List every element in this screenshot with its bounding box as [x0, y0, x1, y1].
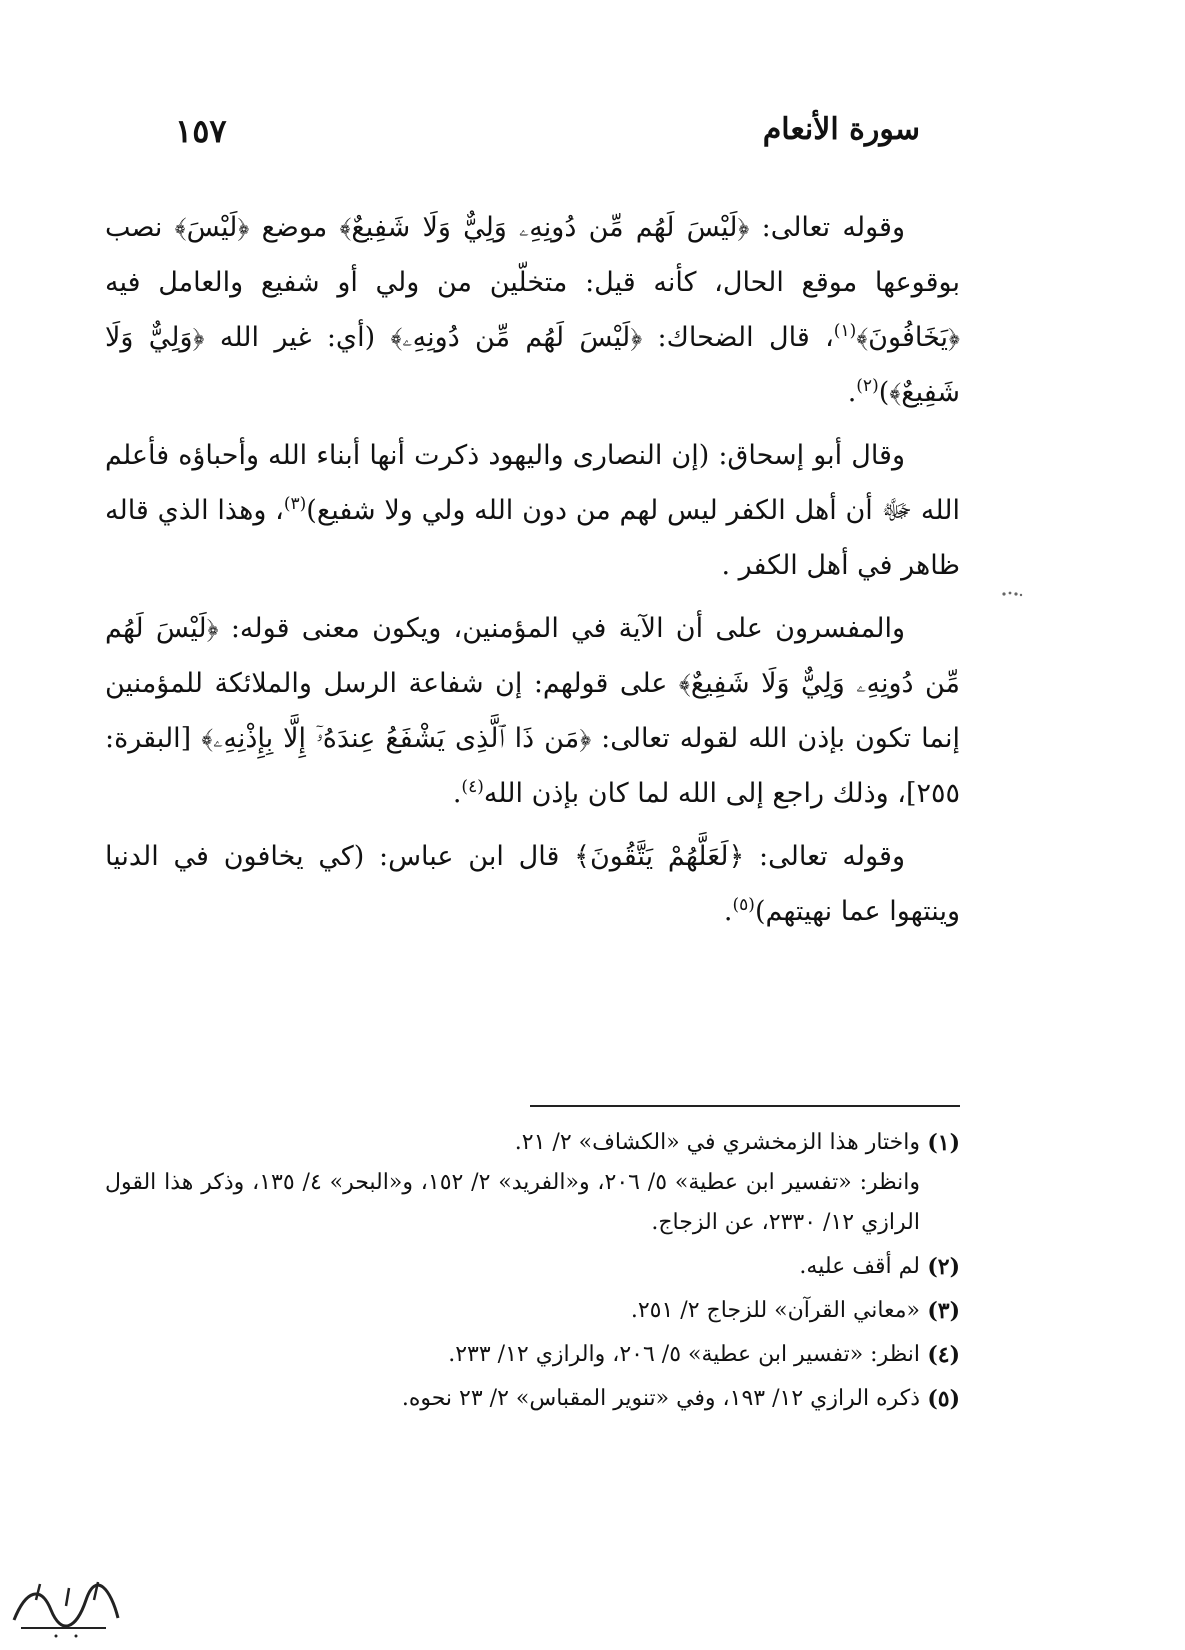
footnote-line: ذكره الرازي ١٢/ ١٩٣، وفي «تنوير المقباس» ٢/ ٢٣ نحوه.	[401, 1386, 920, 1411]
footnote-number: (٤)	[927, 1342, 960, 1368]
footnote-ref-5: (٥)	[732, 895, 755, 915]
footnote-5	[105, 1379, 960, 1419]
page-header	[175, 112, 920, 162]
paragraph-3-end: .	[452, 778, 462, 809]
footnote-4	[105, 1335, 960, 1375]
paragraph-3	[105, 601, 960, 821]
footnotes	[105, 1123, 960, 1423]
margin-ornament-icon	[1000, 589, 1024, 599]
paragraph-3-text: والمفسرون على أن الآية في المؤمنين، ويكون معنى قوله: ﴿لَيْسَ لَهُم مِّن دُونِهِۦ وَلِيٌّ وَلَا شَفِيعٌ﴾ على قولهم: إن شفاعة الرسل والملائكة للمؤمنين إنما تكون بإذن الله لقوله تعالى: ﴿مَن ذَا ٱلَّذِى يَشْفَعُ عِندَهُۥٓ إِلَّا بِإِذْنِهِۦ﴾ [البقرة: ٢٥٥]، وذلك راجع إلى الله لما كان بإذن الله	[105, 613, 960, 809]
footnote-3	[105, 1291, 960, 1331]
paragraph-1-text: وقوله تعالى: ﴿لَيْسَ لَهُم مِّن دُونِهِۦ وَلِيٌّ وَلَا شَفِيعٌ﴾ موضع ﴿لَيْسَ﴾ نصب بوقوعها موقع الحال، كأنه قيل: متخلّين من ولي أو شفيع والعامل فيه ﴿يَخَافُونَ﴾	[105, 212, 960, 353]
footnote-number: (٢)	[927, 1254, 960, 1280]
footnote-2	[105, 1247, 960, 1287]
paragraph-1-end: .	[847, 377, 857, 408]
paragraph-4-text: وقوله تعالى: ﴿لَعَلَّهُمْ يَتَّقُونَ﴾ قال ابن عباس: (كي يخافون في الدنيا وينتهوا عما نهيتهم)	[105, 841, 960, 927]
surah-title: سورة الأنعام	[762, 112, 920, 147]
footnote-line: واختار هذا الزمخشري في «الكشاف» ٢/ ٢١.	[514, 1130, 920, 1155]
paragraph-4	[105, 829, 960, 939]
page-number: ١٥٧	[175, 112, 227, 150]
footnote-divider	[530, 1105, 960, 1107]
footnote-line: وانظر: «تفسير ابن عطية» ٥/ ٢٠٦، و«الفريد» ٢/ ١٥٢، و«البحر» ٤/ ١٣٥، وذكر هذا القول الرازي ١٢/ ٢٣٣٠، عن الزجاج.	[105, 1170, 921, 1235]
paragraph-1-text-b: ، قال الضحاك: ﴿لَيْسَ لَهُم مِّن دُونِهِۦ﴾ (أي: غير الله ﴿وَلِيٌّ وَلَا شَفِيعٌ﴾)	[105, 322, 960, 408]
footnote-number: (٥)	[927, 1386, 960, 1412]
footnote-line: لم أقف عليه.	[799, 1254, 920, 1279]
margin-mark	[1000, 584, 1024, 603]
paragraph-2-text: وقال أبو إسحاق: (إن النصارى واليهود ذكرت أنها أبناء الله وأحباؤه فأعلم الله ﷻ أن أهل الكفر ليس لهم من دون الله ولي ولا شفيع)	[105, 440, 960, 526]
footnote-ref-1: (١)	[833, 321, 857, 341]
footnote-ref-3: (٣)	[283, 494, 307, 514]
paragraph-2	[105, 428, 960, 593]
footnote-number: (١)	[927, 1130, 960, 1156]
footnote-number: (٣)	[927, 1298, 960, 1324]
footnote-ref-4: (٤)	[461, 777, 484, 797]
footnote-line: «معاني القرآن» للزجاج ٢/ ٢٥١.	[630, 1298, 920, 1323]
footnote-ref-2: (٢)	[856, 376, 879, 396]
paragraph-1	[105, 200, 960, 420]
main-text	[105, 200, 960, 947]
paragraph-4-end: .	[723, 896, 733, 927]
library-stamp-logo	[6, 1570, 126, 1644]
paragraph-2-end: ، وهذا الذي قاله ظاهر في أهل الكفر .	[105, 495, 960, 581]
footnote-1	[105, 1123, 960, 1243]
footnote-line: انظر: «تفسير ابن عطية» ٥/ ٢٠٦، والرازي ١٢/ ٢٣٣.	[448, 1342, 920, 1367]
